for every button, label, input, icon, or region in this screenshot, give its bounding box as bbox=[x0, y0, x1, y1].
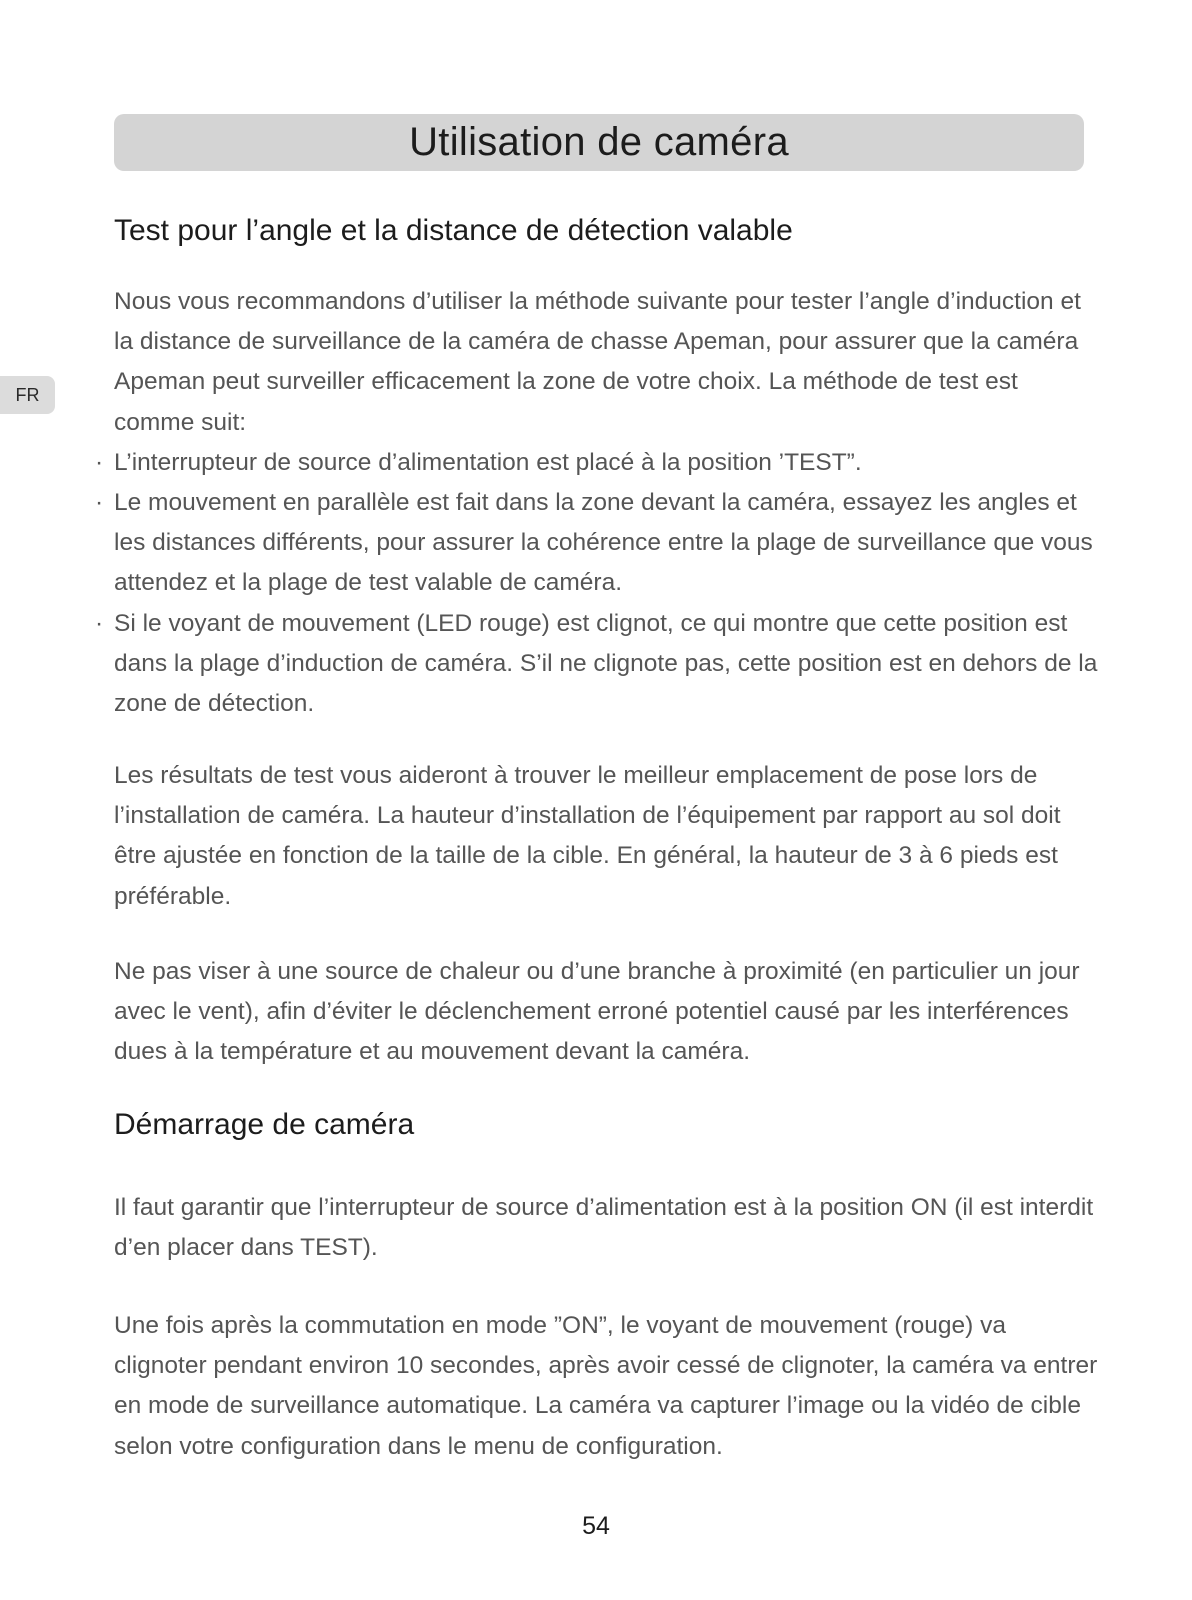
page-title: Utilisation de caméra bbox=[409, 120, 789, 164]
bullet-text: Le mouvement en parallèle est fait dans la zone devant la caméra, essayez les angles et les distances différents, pour assurer la cohérence entre la plage de surveillance que vous attendez et la plage de test valable de caméra. bbox=[114, 489, 1093, 597]
bullet-text: L’interrupteur de source d’alimentation est placé à la position ’TEST”. bbox=[114, 448, 862, 476]
bullet-dot: · bbox=[95, 489, 104, 517]
paragraph: Ne pas viser à une source de chaleur ou d’une branche à proximité (en particulier un jour avec le vent), afin d’éviter le déclenchement erroné potentiel causé par les interférences dues à la température et au mouvement devant la caméra. bbox=[114, 958, 1080, 1066]
paragraph: Une fois après la commutation en mode ”ON”, le voyant de mouvement (rouge) va clignoter pendant environ 10 secondes, après avoir cessé de clignoter, la caméra va entrer en mode de surveillance automatique. La caméra va capturer l’image ou la vidéo de cible selon votre configuration dans le menu de configuration. bbox=[114, 1312, 1098, 1460]
heat-source-warning-paragraph bbox=[114, 952, 1104, 1073]
page-number: 54 bbox=[582, 1512, 610, 1540]
section-heading-camera-startup: Démarrage de caméra bbox=[114, 1108, 415, 1141]
intro-paragraph: Nous vous recommandons d’utiliser la méthode suivante pour tester l’angle d’induction et la distance de surveillance de la caméra de chasse Apeman, pour assurer que la caméra Apeman peut surveiller efficacement la zone de votre choix. La méthode de test est comme suit: bbox=[114, 288, 1081, 436]
language-tab-label: FR bbox=[15, 384, 40, 405]
on-mode-paragraph bbox=[114, 1306, 1104, 1467]
bullet-item bbox=[95, 483, 1104, 604]
bullet-dot: · bbox=[95, 448, 104, 476]
detection-test-body bbox=[95, 282, 1104, 724]
power-switch-paragraph bbox=[114, 1188, 1104, 1268]
bullet-item bbox=[95, 443, 1104, 483]
paragraph: Les résultats de test vous aideront à trouver le meilleur emplacement de pose lors de l’installation de caméra. La hauteur d’installation de l’équipement par rapport au sol doit être ajustée en fonction de la taille de la cible. En général, la hauteur de 3 à 6 pieds est préférable. bbox=[114, 762, 1061, 910]
bullet-item bbox=[95, 604, 1104, 725]
test-results-paragraph bbox=[114, 756, 1104, 917]
bullet-dot: · bbox=[95, 609, 104, 637]
page-title-bar bbox=[114, 114, 1084, 171]
section-heading-detection-test: Test pour l’angle et la distance de détection valable bbox=[114, 214, 793, 247]
bullet-text: Si le voyant de mouvement (LED rouge) est clignot, ce qui montre que cette position est dans la plage d’induction de caméra. S’il ne clignote pas, cette position est en dehors de la zone de détection. bbox=[114, 609, 1098, 718]
paragraph: Il faut garantir que l’interrupteur de source d’alimentation est à la position ON (il est interdit d’en placer dans TEST). bbox=[114, 1194, 1094, 1262]
language-tab bbox=[0, 376, 55, 414]
